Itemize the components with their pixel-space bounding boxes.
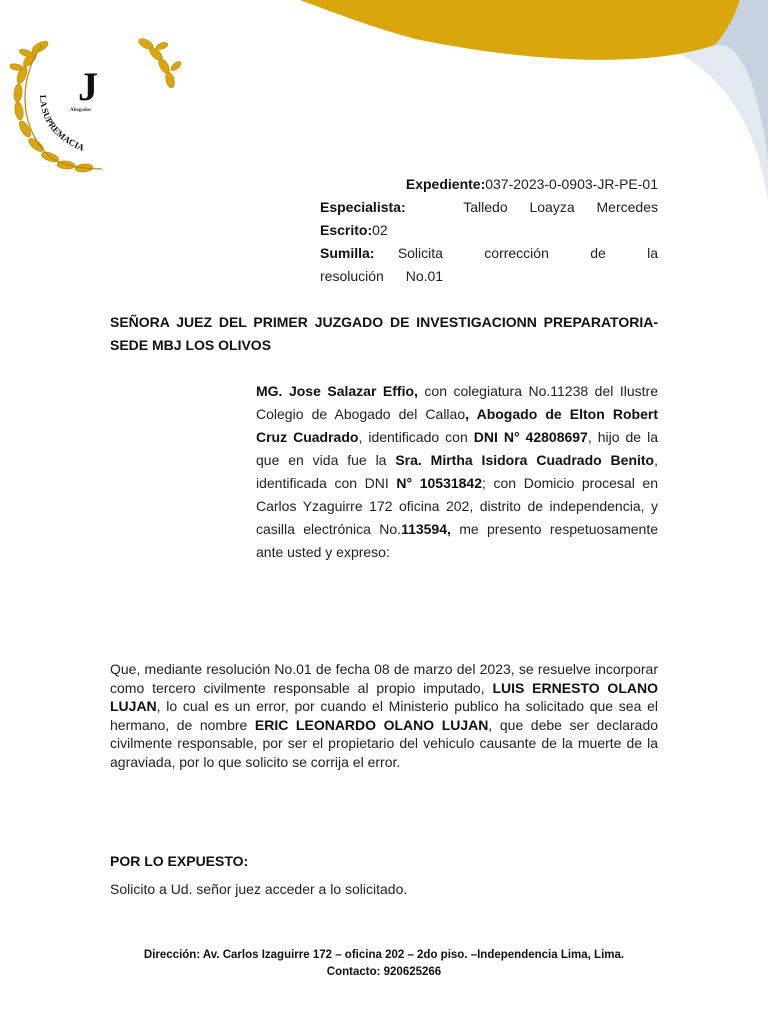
- lawyer-name: MG. Jose Salazar Effio,: [256, 383, 418, 399]
- intro-text-2: , identificado con: [358, 429, 474, 445]
- intro-text-5: ; con Domicio procesal en Carlos Yzaguirre 172 oficina 202, distrito de independencia, y casilla electrónica No.: [256, 475, 658, 537]
- logo-arc-text: LA SUPREMACIA: [37, 94, 86, 153]
- mother-dni: N° 10531842: [396, 475, 482, 491]
- body-text-3: , que debe ser declarado civilmente responsable, por ser el propietario del vehiculo causante de la muerte de la agraviada, por lo que solicito se corrija el error.: [110, 716, 659, 770]
- body-text-2: , lo cual es un error, por cuando el Ministerio publico ha solicitado que sea el hermano, de nombre: [110, 698, 658, 733]
- casilla-number: 113594,: [401, 521, 451, 537]
- footer-address: Dirección: Av. Carlos Izaguirre 172 – oficina 202 – 2do piso. –Independencia Lima, Lima.: [143, 949, 625, 961]
- intro-text-4: , identificada con DNI: [256, 452, 658, 491]
- escrito-label: Escrito:: [320, 222, 373, 238]
- laurel-right-icon: [132, 36, 182, 90]
- especialista-label: Especialista:: [320, 199, 406, 215]
- intro-text-1: con colegiatura No.11238 del Ilustre Colegio de Abogado del Callao: [256, 383, 658, 422]
- client-dni: DNI N° 42808697: [473, 429, 588, 445]
- sumilla-row: [320, 242, 658, 288]
- escrito-value: 02: [372, 222, 388, 238]
- brother-name: ERIC LEONARDO OLANO LUJAN: [254, 716, 489, 733]
- expediente-row: [320, 173, 658, 196]
- expediente-label: Expediente:: [405, 176, 486, 192]
- escrito-row: [320, 219, 658, 242]
- logo-subtitle: Abogados: [70, 108, 92, 113]
- accused-name: LUIS ERNESTO OLANO LUJAN: [110, 679, 658, 714]
- closing-heading: POR LO EXPUESTO:: [110, 853, 249, 869]
- firm-logo: [10, 35, 102, 175]
- footer: [0, 947, 768, 981]
- footer-contact: Contacto: 920625266: [326, 966, 442, 978]
- especialista-row: [320, 196, 658, 219]
- logo-letter: J: [78, 64, 98, 109]
- especialista-value: Talledo Loayza Mercedes: [463, 199, 658, 215]
- expediente-value: 037-2023-0-0903-JR-PE-01: [485, 176, 658, 192]
- case-header: [320, 173, 658, 288]
- body-paragraph: [110, 660, 658, 771]
- sumilla-label: Sumilla:: [320, 245, 375, 261]
- client-role: , Abogado de Elton Robert Cruz Cuadrado: [256, 406, 659, 445]
- intro-text-6: me presento respetuosamente ante usted y expreso:: [256, 521, 659, 560]
- intro-text-3: , hijo de la que en vida fue la: [256, 429, 658, 468]
- sumilla-value: Solicita corrección de la resolución No.01: [320, 245, 658, 284]
- closing-request: Solicito a Ud. señor juez acceder a lo solicitado.: [110, 881, 408, 897]
- addressee: SEÑORA JUEZ DEL PRIMER JUZGADO DE INVESTIGACIONN PREPARATORIA-SEDE MBJ LOS OLIVOS: [110, 314, 658, 353]
- mother-name: Sra. Mirtha Isidora Cuadrado Benito: [395, 452, 655, 468]
- intro-paragraph: [256, 380, 658, 564]
- body-text-1: Que, mediante resolución No.01 de fecha 08 de marzo del 2023, se resuelve incorporar como tercero civilmente responsable al propio imputado,: [110, 661, 658, 696]
